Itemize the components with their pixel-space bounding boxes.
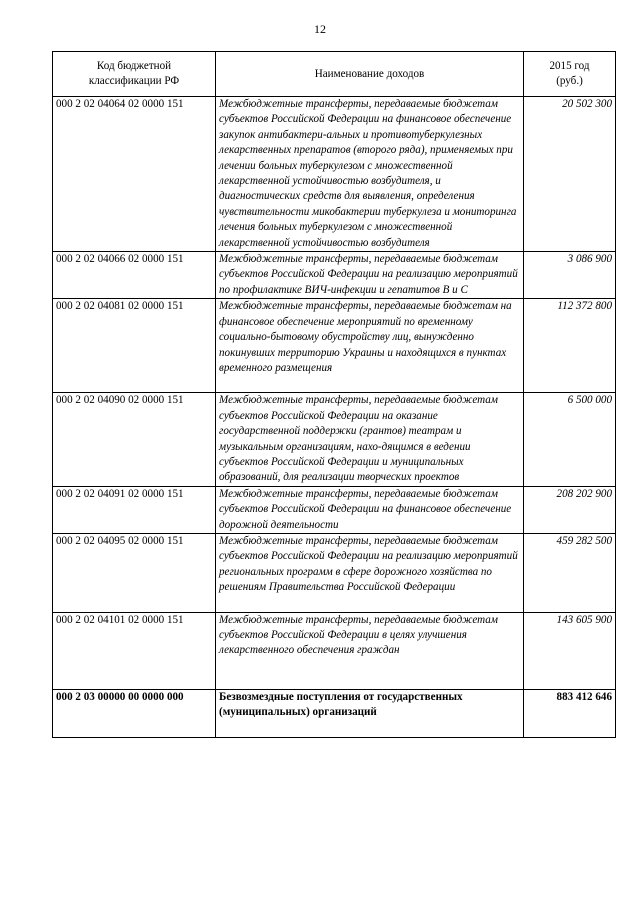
header-amount-line2: (руб.) bbox=[556, 75, 583, 87]
row-name: Безвозмездные поступления от государственных (муниципальных) организаций bbox=[216, 689, 524, 737]
page-number: 12 bbox=[314, 22, 326, 36]
row-amount: 20 502 300 bbox=[524, 97, 616, 252]
header-name: Наименование доходов bbox=[216, 52, 524, 97]
header-code-line2: классификации РФ bbox=[88, 75, 180, 87]
row-name: Межбюджетные трансферты, передаваемые бюджетам субъектов Российской Федерации на реализацию мероприятий региональных программ в сфере дорожного хозяйства по решениям Правительства Российской Федерации bbox=[216, 533, 524, 612]
header-code-line1: Код бюджетной bbox=[96, 60, 172, 72]
table-row-total bbox=[53, 689, 616, 737]
row-amount: 143 605 900 bbox=[524, 612, 616, 689]
row-name: Межбюджетные трансферты, передаваемые бюджетам субъектов Российской Федерации на реализацию мероприятий по профилактике ВИЧ-инфекции и гепатитов В и С bbox=[216, 252, 524, 299]
row-code: 000 2 02 04064 02 0000 151 bbox=[53, 97, 216, 252]
table-row bbox=[53, 299, 616, 393]
row-name: Межбюджетные трансферты, передаваемые бюджетам субъектов Российской Федерации на финансовое обеспечение дорожной деятельности bbox=[216, 486, 524, 533]
table-row bbox=[53, 612, 616, 689]
row-code: 000 2 02 04081 02 0000 151 bbox=[53, 299, 216, 393]
table-row bbox=[53, 393, 616, 486]
row-name: Межбюджетные трансферты, передаваемые бюджетам субъектов Российской Федерации на финансовое обеспечение закупок антибактери-альных и противотуберкулезных лекарственных препаратов (второго ряда), применяемых при лечении больных туберкулезом с множественной лекарственной устойчивостью возбудителя, и диагностических средств для выявления, определения чувствительности микобактерии туберкулеза и мониторинга лечения больных туберкулезом с множественной лекарственной устойчивостью возбудителя bbox=[216, 97, 524, 252]
row-code: 000 2 02 04091 02 0000 151 bbox=[53, 486, 216, 533]
row-amount: 6 500 000 bbox=[524, 393, 616, 486]
row-amount: 459 282 500 bbox=[524, 533, 616, 612]
table-row bbox=[53, 97, 616, 252]
row-amount: 208 202 900 bbox=[524, 486, 616, 533]
row-amount: 883 412 646 bbox=[524, 689, 616, 737]
table-row bbox=[53, 486, 616, 533]
row-name: Межбюджетные трансферты, передаваемые бюджетам на финансовое обеспечение мероприятий по временному социально-бытовому обустройству лиц, вынужденно покинувших территорию Украины и находящихся в пунктах временного размещения bbox=[216, 299, 524, 393]
row-code: 000 2 02 04066 02 0000 151 bbox=[53, 252, 216, 299]
row-amount: 3 086 900 bbox=[524, 252, 616, 299]
header-amount bbox=[524, 52, 616, 97]
row-name: Межбюджетные трансферты, передаваемые бюджетам субъектов Российской Федерации в целях улучшения лекарственного обеспечения граждан bbox=[216, 612, 524, 689]
row-code: 000 2 02 04095 02 0000 151 bbox=[53, 533, 216, 612]
row-amount: 112 372 800 bbox=[524, 299, 616, 393]
row-code: 000 2 02 04090 02 0000 151 bbox=[53, 393, 216, 486]
revenue-table bbox=[52, 51, 616, 738]
table-header-row bbox=[53, 52, 616, 97]
header-amount-line1: 2015 год bbox=[549, 60, 590, 72]
table-row bbox=[53, 252, 616, 299]
header-code bbox=[53, 52, 216, 97]
row-code: 000 2 02 04101 02 0000 151 bbox=[53, 612, 216, 689]
row-name: Межбюджетные трансферты, передаваемые бюджетам субъектов Российской Федерации на оказание государственной поддержки (грантов) театрам и музыкальным организациям, нахо-дящимся в ведении субъектов Российской Федерации и муниципальных образований, для реализации творческих проектов bbox=[216, 393, 524, 486]
table-row bbox=[53, 533, 616, 612]
row-code: 000 2 03 00000 00 0000 000 bbox=[53, 689, 216, 737]
